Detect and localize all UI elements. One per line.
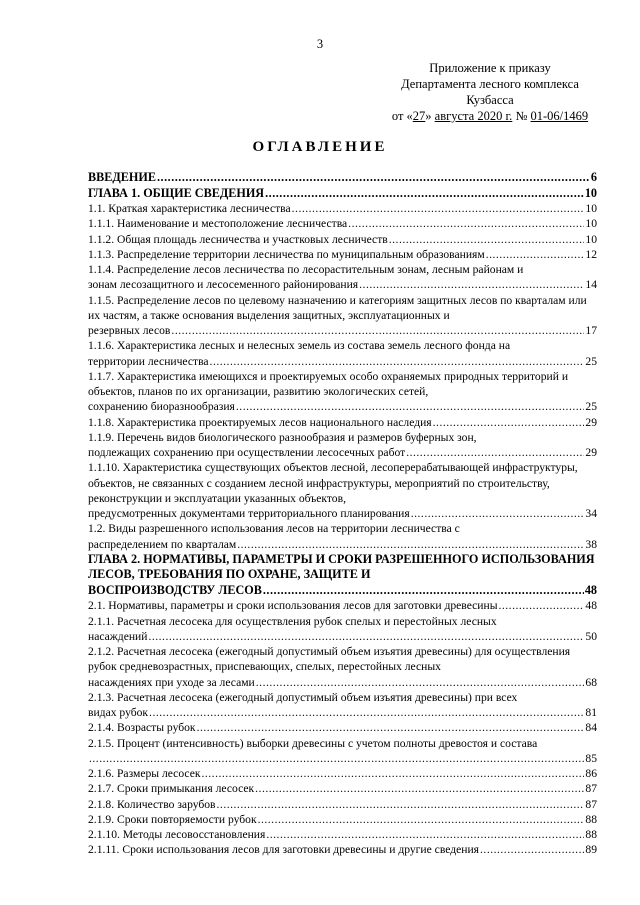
- toc-entry-label: ВВЕДЕНИЕ: [88, 170, 156, 184]
- dot-leader: [266, 827, 584, 842]
- dot-leader: [292, 201, 585, 216]
- toc-entry[interactable]: [88, 797, 597, 812]
- toc-entry-line: [88, 186, 597, 202]
- toc-entry-line: [88, 797, 597, 812]
- toc-entry-line: [88, 170, 597, 186]
- toc-entry-text: 1.1.9. Перечень видов биологического разнообразия и размеров буферных зон,: [88, 430, 477, 444]
- toc-page-number: 10: [585, 202, 597, 215]
- toc-entry-label: ВОСПРОИЗВОДСТВУ ЛЕСОВ: [88, 582, 262, 597]
- toc-entry[interactable]: [88, 170, 597, 186]
- toc-entry[interactable]: [88, 338, 597, 369]
- dot-leader: [171, 323, 584, 338]
- toc-page-number: 87: [585, 782, 597, 796]
- toc-page-number: 48: [585, 599, 597, 613]
- toc-page-number: 48: [584, 582, 597, 597]
- toc-entry-text: 2.1.1. Расчетная лесосека для осуществления рубок спелых и перестойных лесных: [88, 614, 497, 628]
- dot-leader: [157, 170, 590, 186]
- toc-entry[interactable]: [88, 247, 597, 262]
- toc-page-number: 88: [585, 828, 597, 841]
- toc-entry-label: 1.1.2. Общая площадь лесничества и участковых лесничеств: [88, 232, 388, 246]
- toc-entry-label: подлежащих сохранению при осуществлении лесосечных работ: [88, 446, 406, 459]
- toc-page-number: 84: [585, 721, 597, 735]
- toc-entry-label: 2.1.8. Количество зарубов: [88, 797, 216, 811]
- dot-leader: [480, 842, 584, 857]
- toc-entry-line: [88, 323, 597, 338]
- order-number: 01-06/1469: [530, 109, 589, 123]
- toc-entry-line: [88, 247, 597, 262]
- dot-leader: [411, 506, 585, 521]
- toc-entry[interactable]: [88, 415, 597, 430]
- dot-leader: [498, 598, 584, 613]
- toc-entry-line: [88, 537, 597, 552]
- toc-entry[interactable]: [88, 262, 597, 293]
- toc-entry-line: [88, 720, 597, 735]
- toc-entry-text: 2.1.2. Расчетная лесосека (ежегодный допустимый объем изъятия древесины) для осуществления рубок средневозрастных, приспевающих, спелых, перестойных лесных: [88, 645, 571, 674]
- dot-leader: [197, 720, 585, 735]
- toc-page-number: 81: [585, 706, 597, 719]
- toc-entry-label: видах рубок: [88, 706, 149, 719]
- toc-entry-text: 1.1.6. Характеристика лесных и нелесных земель из состава земель лесного фонда на: [88, 339, 511, 353]
- toc-entry[interactable]: [88, 736, 597, 767]
- toc-entry-label: 2.1.10. Методы лесовосстановления: [88, 828, 266, 841]
- toc-entry-line: [88, 277, 597, 292]
- toc-entry-label: 2.1.6. Размеры лесосек: [88, 767, 201, 780]
- toc-page-number: 50: [585, 629, 597, 643]
- dot-leader: [433, 415, 585, 430]
- toc-entry[interactable]: [88, 720, 597, 735]
- dot-leader: [389, 232, 585, 247]
- toc-entry-label: насаждений: [88, 629, 148, 643]
- toc-entry[interactable]: [88, 781, 597, 796]
- toc-entry-text: 1.1.5. Распределение лесов по целевому назначению и категориям защитных лесов по кварталам или их частям, а также основания выделения защитных, эксплуатационных и: [88, 293, 587, 322]
- toc-entry[interactable]: [88, 430, 597, 461]
- toc-page-number: 29: [585, 446, 597, 459]
- dot-leader: [256, 675, 585, 690]
- toc-page-number: 10: [585, 217, 597, 231]
- toc-entry-line: [88, 583, 597, 599]
- page-number: 3: [316, 37, 324, 51]
- toc-entry-label: предусмотренных документами территориального планирования: [88, 507, 410, 520]
- toc-title: ОГЛАВЛЕНИЕ: [252, 139, 388, 155]
- toc-page-number: 14: [585, 278, 597, 292]
- dot-leader: [149, 705, 584, 720]
- toc-entry-label: сохранению биоразнообразия: [88, 400, 235, 414]
- dot-leader: [258, 812, 585, 827]
- toc-page-number: 68: [585, 675, 597, 689]
- toc-entry-line: [88, 506, 597, 521]
- toc-page-number: 25: [585, 354, 597, 368]
- toc-entry-text: 1.1.10. Характеристика существующих объектов лесной, лесоперерабатывающей инфраструктуры, объектов, не связанных с созданием лесной инфраструктуры, мероприятий по строительству, реконструкции и эксплуатации указанных объектов,: [88, 461, 578, 505]
- toc-entry-line: [88, 781, 597, 796]
- toc-entry[interactable]: [88, 186, 597, 202]
- toc-page-number: 17: [585, 324, 597, 337]
- dot-leader: [210, 354, 585, 369]
- toc-entry-line: [88, 827, 597, 842]
- toc-entry-text: 1.1.7. Характеристика имеющихся и проектируемых особо охраняемых природных территорий и объектов, планов по их организации, развитию экологических сетей,: [88, 369, 569, 398]
- toc-entry-line: [88, 354, 597, 369]
- toc-entry-label: 2.1.11. Сроки использования лесов для заготовки древесины и другие сведения: [88, 843, 480, 857]
- toc-entry[interactable]: [88, 614, 597, 645]
- toc-entry-line: [88, 399, 597, 414]
- toc-entry-line: [88, 598, 597, 613]
- order-day: 27: [412, 109, 426, 123]
- toc-page-number: 6: [590, 170, 597, 184]
- toc-entry-text: 2.1.5. Процент (интенсивность) выборки древесины с учетом полноты древостоя и состава: [88, 736, 538, 750]
- toc-entry-line: [88, 216, 597, 231]
- toc-page-number: 86: [585, 767, 597, 780]
- toc-entry-label: 1.1.8. Характеристика проектируемых лесов национального наследия: [88, 415, 432, 429]
- toc-entry-label: 2.1. Нормативы, параметры и сроки использования лесов для заготовки древесины: [88, 599, 498, 613]
- toc-entry[interactable]: [88, 766, 597, 781]
- toc-entry-label: 1.1.3. Распределение территории лесничества по муниципальным образованиям: [88, 247, 485, 261]
- appendix-line-2: Департамента лесного комплекса: [401, 77, 579, 91]
- toc-entry[interactable]: [88, 598, 597, 613]
- toc-entry-text: 1.1.4. Распределение лесов лесничества по лесорастительным зонам, лесным районам и: [88, 263, 524, 276]
- dot-leader: [236, 399, 585, 414]
- toc-entry-text: 1.2. Виды разрешенного использования лесов на территории лесничества с: [88, 522, 460, 536]
- toc-entry-line: [88, 842, 597, 857]
- toc-entry-label: насаждениях при уходе за лесами: [88, 675, 255, 689]
- toc-entry-label: резервных лесов: [88, 324, 171, 337]
- toc-entry-label: ГЛАВА 1. ОБЩИЕ СВЕДЕНИЯ: [88, 185, 265, 200]
- dot-leader: [265, 186, 584, 202]
- dot-leader: [406, 445, 584, 460]
- toc-entry-line: [88, 445, 597, 460]
- toc-entry[interactable]: [88, 369, 597, 415]
- toc-entry-label: зонам лесозащитного и лесосеменного районирования: [88, 278, 359, 292]
- toc-entry-text: 2.1.3. Расчетная лесосека (ежегодный допустимый объем изъятия древесины) при всех: [88, 690, 518, 704]
- dot-leader: [263, 583, 584, 599]
- toc-entry[interactable]: [88, 201, 597, 216]
- toc-entry[interactable]: [88, 827, 597, 842]
- dot-leader: [201, 766, 584, 781]
- dot-leader: [217, 797, 585, 812]
- toc-entry-label: территории лесничества: [88, 354, 209, 368]
- toc-entry-label: распределением по кварталам: [88, 537, 237, 551]
- toc-entry-line: [88, 812, 597, 827]
- toc-page-number: 10: [585, 232, 597, 246]
- toc-entry[interactable]: [88, 644, 597, 690]
- dot-leader: [255, 781, 584, 796]
- toc-entry[interactable]: [88, 521, 597, 552]
- dot-leader: [348, 216, 584, 231]
- toc-entry-line: [88, 232, 597, 247]
- order-month: августа 2020 г.: [434, 109, 513, 123]
- toc-entry-line: [88, 201, 597, 216]
- toc-entry-text: ГЛАВА 2. НОРМАТИВЫ, ПАРАМЕТРЫ И СРОКИ РАЗРЕШЕННОГО ИСПОЛЬЗОВАНИЯ ЛЕСОВ, ТРЕБОВАНИЯ ПО ОХРАНЕ, ЗАЩИТЕ И: [88, 551, 595, 582]
- dot-leader: [237, 537, 584, 552]
- table-of-contents: [88, 170, 597, 858]
- toc-page-number: 38: [585, 537, 597, 551]
- toc-entry[interactable]: [88, 216, 597, 231]
- toc-entry[interactable]: [88, 460, 597, 521]
- toc-page-number: 87: [585, 797, 597, 811]
- toc-entry-label: 2.1.4. Возрасты рубок: [88, 721, 196, 735]
- toc-entry[interactable]: [88, 293, 597, 339]
- appendix-line-3: Кузбасса: [466, 93, 514, 107]
- toc-entry-line: [88, 675, 597, 690]
- toc-entry-line: [88, 766, 597, 781]
- dot-leader: [359, 277, 584, 292]
- order-line: от «27» августа 2020 г. № 01-06/1469: [391, 109, 589, 123]
- toc-entry[interactable]: [88, 232, 597, 247]
- toc-page-number: 88: [585, 812, 597, 826]
- toc-page-number: 29: [585, 415, 597, 429]
- toc-page-number: 34: [585, 507, 597, 520]
- toc-entry-line: [88, 415, 597, 430]
- toc-page-number: 89: [585, 843, 597, 857]
- dot-leader: [486, 247, 585, 262]
- toc-page-number: 10: [584, 185, 597, 200]
- toc-entry-label: 2.1.9. Сроки повторяемости рубок: [88, 812, 257, 826]
- toc-entry[interactable]: [88, 812, 597, 827]
- toc-page-number: 25: [585, 400, 597, 414]
- toc-page-number: 85: [585, 751, 597, 765]
- toc-page-number: 12: [585, 247, 597, 261]
- dot-leader: [89, 751, 584, 766]
- toc-entry-line: [88, 629, 597, 644]
- toc-entry[interactable]: [88, 552, 597, 599]
- toc-entry-label: 1.1.1. Наименование и местоположение лесничества: [88, 217, 348, 231]
- toc-entry[interactable]: [88, 690, 597, 721]
- toc-entry-label: 1.1. Краткая характеристика лесничества: [88, 202, 291, 215]
- toc-entry-line: [88, 705, 597, 720]
- toc-entry-label: 2.1.7. Сроки примыкания лесосек: [88, 782, 255, 796]
- toc-entry[interactable]: [88, 842, 597, 857]
- dot-leader: [148, 629, 584, 644]
- appendix-header: [380, 60, 600, 124]
- toc-entry-line: [88, 751, 597, 766]
- appendix-line-1: Приложение к приказу: [429, 61, 551, 75]
